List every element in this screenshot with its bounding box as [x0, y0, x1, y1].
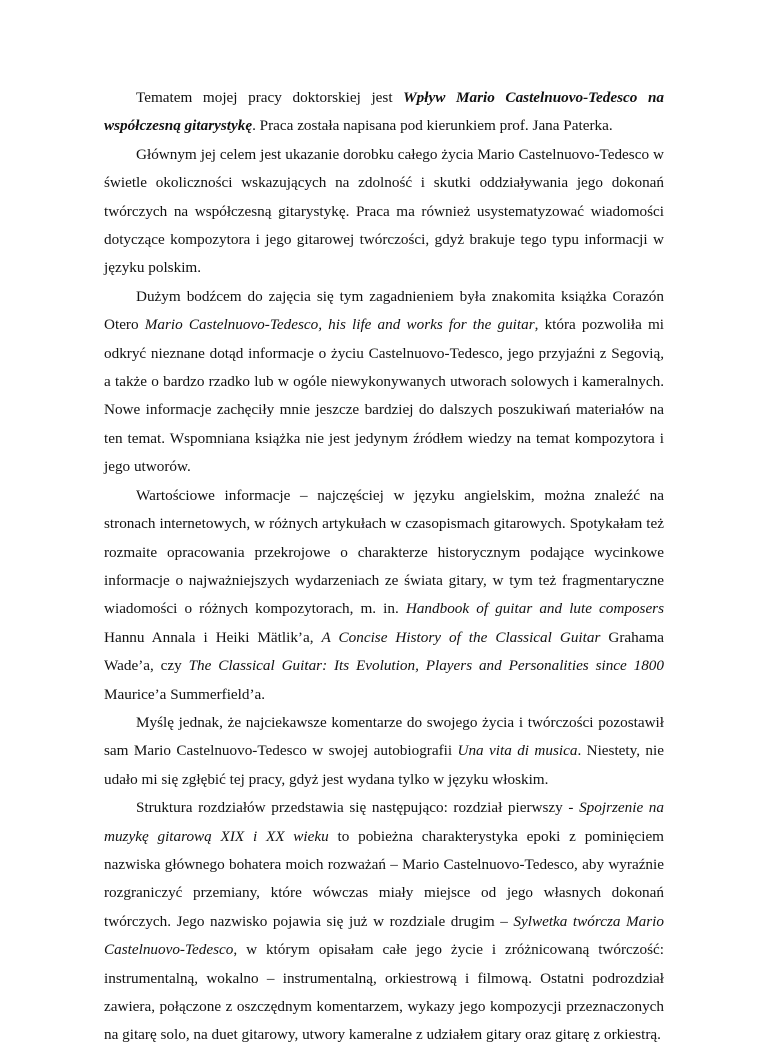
- text-segment: . Praca została napisana pod kierunkiem prof. Jana Paterka.: [252, 117, 613, 135]
- paragraph-6: [104, 794, 664, 1050]
- text-segment: Hannu Annala i Heiki Mätlik’a,: [104, 628, 322, 646]
- chapter-title: Spojrzenie na muzykę gitarową XIX i XX wieku: [104, 799, 664, 845]
- text-segment: Głównym jej celem jest ukazanie dorobku całego życia Mario Castelnuovo-Tedesco w świetle okoliczności wskazujących na zdolność i skutki oddziaływania jego dokonań twórczych na współczesną gitarystykę. Praca ma również usystematyzować wiadomości dotyczące kompozytora i jego gitarowej twórczości, gdyż brakuje tego typu informacji w języku polskim.: [104, 145, 664, 277]
- text-segment: . Niestety, nie udało mi się zgłębić tej pracy, gdyż jest wydana tylko w języku włoskim.: [104, 742, 664, 788]
- paragraph-5: [104, 709, 664, 794]
- book-title: Una vita di musica: [457, 742, 578, 760]
- text-segment: Wartościowe informacje – najczęściej w języku angielskim, można znaleźć na stronach internetowych, w różnych artykułach w czasopismach gitarowych. Spotykałam też rozmaite opracowania przekrojowe o charakterze historycznym podające wycinkowe informacje o najważniejszych wydarzeniach ze świata gitary, w tym też fragmentaryczne wiadomości o różnych kompozytorach, m. in.: [104, 486, 664, 618]
- book-title: Handbook of guitar and lute composers: [405, 600, 665, 618]
- text-segment: Struktura rozdziałów przedstawia się następująco: rozdział pierwszy -: [136, 799, 580, 817]
- book-title: The Classical Guitar: Its Evolution, Players and Personalities since 1800: [188, 657, 664, 675]
- thesis-title: Wpływ Mario Castelnuovo-Tedesco na współczesną gitarystykę: [104, 89, 664, 135]
- text-segment: to pobieżna charakterystyka epoki z pominięciem nazwiska głównego bohatera moich rozważań – Mario Castelnuovo-Tedesco, aby wyraźnie rozgraniczyć przemiany, które wówczas miały miejsce od jego własnych dokonań twórczych. Jego nazwisko pojawia się już w rozdziale drugim –: [104, 827, 664, 930]
- text-segment: Maurice’a Summerfield’a.: [104, 685, 266, 703]
- chapter-title: Sylwetka twórcza Mario Castelnuovo-Tedesco: [104, 912, 664, 959]
- text-segment: , w którym opisałam całe jego życie i zróżnicowaną twórczość: instrumentalną, wokalno – instrumentalną, orkiestrową i filmową. Ostatni podrozdział zawiera, połączone z oszczędnym komentarzem, wykazy jego kompozycji przeznaczonych na gitarę solo, na duet gitarowy, utwory kameralne z udziałem gitary oraz gitarę z orkiestrą.: [104, 941, 664, 1044]
- text-segment: Myślę jednak, że najciekawsze komentarze do swojego życia i twórczości pozostawił sam Mario Castelnuovo-Tedesco w swojej autobiografii: [104, 713, 664, 760]
- text-segment: Tematem mojej pracy doktorskiej jest: [136, 89, 404, 106]
- book-title: A Concise History of the Classical Guitar: [321, 628, 601, 646]
- paragraph-3: [104, 283, 664, 482]
- paragraph-1: [104, 84, 664, 141]
- paragraph-4: [104, 482, 664, 709]
- text-segment: Grahama Wade’a, czy: [104, 628, 665, 675]
- text-segment: Dużym bodźcem do zajęcia się tym zagadnieniem była znakomita książka Corazón Otero: [104, 287, 664, 334]
- book-title: Mario Castelnuovo-Tedesco, his life and works for the guitar: [144, 316, 535, 334]
- paragraph-2: [104, 141, 664, 283]
- text-segment: , która pozwoliła mi odkryć nieznane dotąd informacje o życiu Castelnuovo-Tedesco, jego przyjaźni z Segovią, a także o bardzo rzadko lub w ogóle niewykonywanych utworach solowych i kameralnych. Nowe informacje zachęciły mnie jeszcze bardziej do dalszych poszukiwań materiałów na ten temat. Wspomniana książka nie jest jedynym źródłem wiedzy na temat kompozytora i jego utworów.: [104, 316, 664, 476]
